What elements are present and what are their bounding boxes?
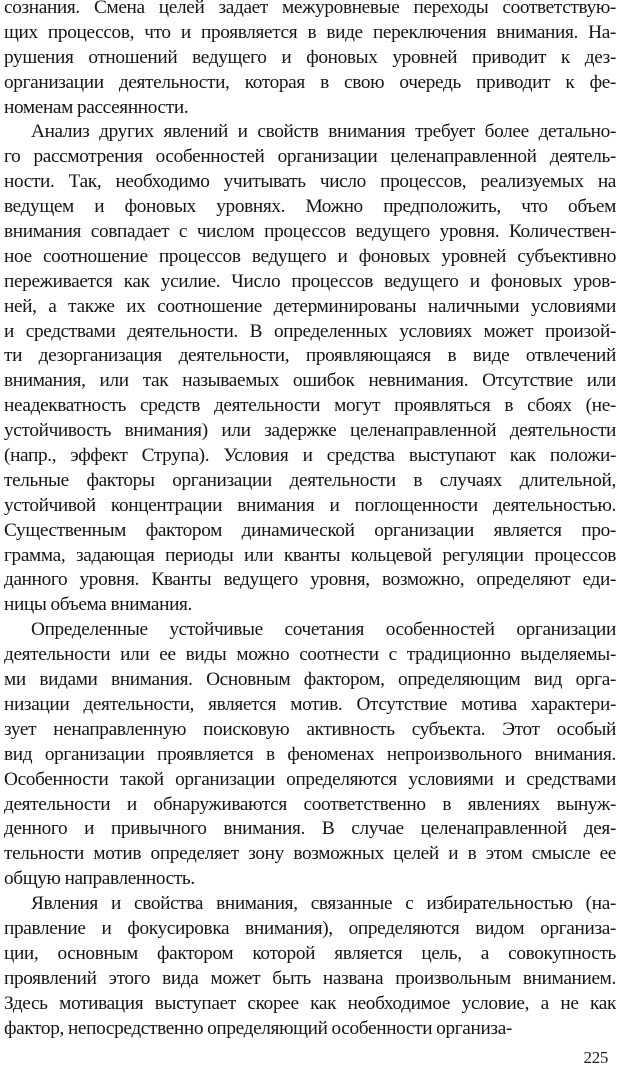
- text-line: Определенные устойчивые сочетания особенностей организации: [31, 619, 616, 641]
- text-line: (напр., эффект Струпа). Условия и средства выступают как положи-: [4, 445, 616, 467]
- text-line: ней, а также их соотношение детерминированы наличными условиями: [4, 295, 616, 317]
- text-line: деятельности или ее виды можно соотнести с традиционно выделяемы-: [4, 644, 616, 666]
- text-line: тельные факторы организации деятельности в случаях длительной,: [4, 469, 616, 491]
- text-line: и средствами деятельности. В определенных условиях может произой-: [4, 320, 616, 342]
- text-line: ми видами внимания. Основным фактором, определяющим вид орга-: [4, 669, 616, 691]
- text-line: внимания, или так называемых ошибок невнимания. Отсутствие или: [4, 370, 616, 392]
- text-line: деятельности и обнаруживаются соответственно в явлениях вынуж-: [4, 793, 616, 815]
- text-line: ности. Так, необходимо учитывать число процессов, реализуемых на: [4, 171, 616, 193]
- text-line: проявлений этого вида может быть названа произвольным вниманием.: [4, 967, 616, 989]
- body-text: [4, 0, 616, 1041]
- text-line: фактор, непосредственно определяющий особенности организа-: [4, 1017, 512, 1039]
- text-line: денного и привычного внимания. В случае целенаправленной дея-: [4, 818, 616, 840]
- text-line: Здесь мотивация выступает скорее как необходимое условие, а не как: [4, 992, 616, 1014]
- text-line: правление и фокусировка внимания), определяются видом организа-: [4, 917, 616, 939]
- text-line: устойчивость внимания) или задержке целенаправленной деятельности: [4, 420, 616, 442]
- text-line: общую направленность.: [4, 868, 195, 890]
- text-line: организации деятельности, которая в свою очередь приводит к фе-: [4, 71, 616, 93]
- text-line: грамма, задающая периоды или кванты кольцевой регуляции процессов: [4, 544, 616, 566]
- text-line: рушения отношений ведущего и фоновых уровней приводит к дез-: [4, 46, 616, 68]
- text-line: Явления и свойства внимания, связанные с избирательностью (на-: [31, 893, 616, 915]
- text-line: го рассмотрения особенностей организации целенаправленной деятель-: [4, 146, 616, 168]
- text-line: Особенности такой организации определяются условиями и средствами: [4, 768, 616, 790]
- text-line: ти дезорганизация деятельности, проявляющаяся в виде отвлечений: [4, 345, 616, 367]
- text-line: устойчивой концентрации внимания и поглощенности деятельностью.: [4, 494, 616, 516]
- text-line: Существенным фактором динамической организации является про-: [4, 519, 616, 541]
- text-line: тельности мотив определяет зону возможных целей и в этом смысле ее: [4, 843, 616, 865]
- text-line: ное соотношение процессов ведущего и фоновых уровней субъективно: [4, 245, 616, 267]
- text-line: ведущем и фоновых уровнях. Можно предположить, что объем: [4, 196, 616, 218]
- text-line: Анализ других явлений и свойств внимания требует более детально-: [31, 121, 616, 143]
- text-line: вид организации проявляется в феноменах непроизвольного внимания.: [4, 743, 616, 765]
- text-line: ции, основным фактором которой является цель, а совокупность: [4, 942, 616, 964]
- text-line: щих процессов, что и проявляется в виде переключения внимания. На-: [4, 21, 616, 43]
- text-line: переживается как усилие. Число процессов ведущего и фоновых уров-: [4, 270, 616, 292]
- text-line: сознания. Смена целей задает межуровневые переходы соответствую-: [4, 0, 616, 18]
- text-line: неадекватность средств деятельности могут проявляться в сбоях (не-: [4, 395, 616, 417]
- text-line: данного уровня. Кванты ведущего уровня, возможно, определяют еди-: [4, 569, 616, 591]
- text-line: внимания совпадает с числом процессов ведущего уровня. Количествен-: [4, 221, 616, 243]
- text-line: номенам рассеянности.: [4, 96, 189, 118]
- page-number: 225: [583, 1048, 608, 1067]
- text-line: низации деятельности, является мотив. Отсутствие мотива характери-: [4, 693, 616, 715]
- text-line: зует ненаправленную поисковую активность субъекта. Этот особый: [4, 718, 616, 740]
- text-line: ницы объема внимания.: [4, 594, 193, 616]
